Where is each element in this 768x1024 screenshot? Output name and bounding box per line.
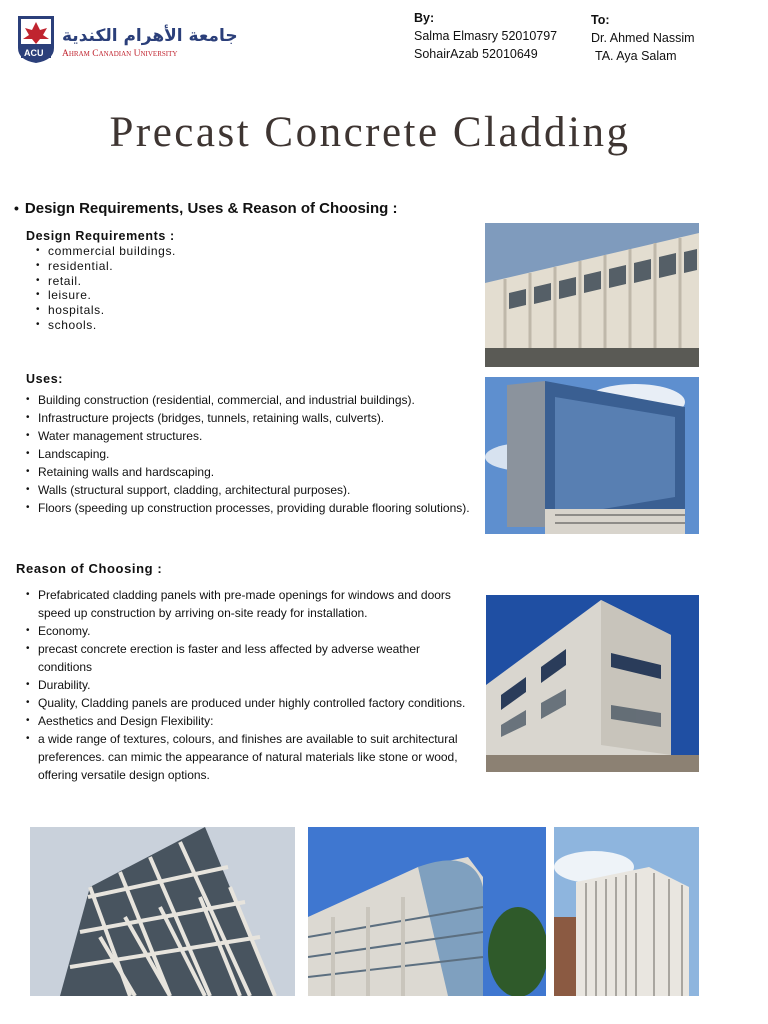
reason-heading: Reason of Choosing :: [16, 561, 163, 576]
recipient-line: Dr. Ahmed Nassim: [591, 31, 695, 45]
logo-badge-text: ACU: [24, 48, 44, 58]
list-item: • residential.: [36, 259, 176, 274]
logo-arabic-text: جامعة الأهرام الكندية: [62, 26, 238, 46]
list-item: • Retaining walls and hardscaping.: [26, 463, 471, 481]
list-item: • Durability.: [26, 676, 476, 694]
uses-heading: Uses:: [26, 372, 64, 386]
list-item: • hospitals.: [36, 303, 176, 318]
list-item: • Quality, Cladding panels are produced under highly controlled factory conditions.: [26, 694, 476, 712]
list-item: • commercial buildings.: [36, 244, 176, 259]
recipients-label: To:: [591, 13, 610, 27]
author-line: Salma Elmasry 52010797: [414, 29, 558, 43]
design-requirements-list: [36, 244, 176, 333]
page-title: Precast Concrete Cladding: [109, 109, 631, 156]
list-item: • Walls (structural support, cladding, architectural purposes).: [26, 481, 471, 499]
list-item: • Economy.: [26, 622, 476, 640]
photo-precast-panels: [486, 595, 699, 772]
list-item: • Infrastructure projects (bridges, tunnels, retaining walls, culverts).: [26, 409, 471, 427]
photo-diagrid-tower: [30, 827, 295, 996]
reason-list: [26, 586, 476, 784]
list-item: • Floors (speeding up construction processes, providing durable flooring solutions).: [26, 499, 471, 517]
list-item: • precast concrete erection is faster and less affected by adverse weather conditions: [26, 640, 476, 676]
section-heading: [14, 200, 397, 217]
section-heading-text: Design Requirements, Uses & Reason of Choosing :: [24, 200, 398, 217]
list-item: • Prefabricated cladding panels with pre-made openings for windows and doors speed up construction by arriving on-site ready for installation.: [26, 586, 476, 622]
list-item: • retail.: [36, 274, 176, 289]
logo-english-text: Ahram Canadian University: [62, 49, 178, 59]
list-item: • Landscaping.: [26, 445, 471, 463]
uses-list: [26, 391, 471, 517]
authors-label: By:: [414, 11, 435, 25]
list-item: • Building construction (residential, commercial, and industrial buildings).: [26, 391, 471, 409]
photo-curved-facade: [308, 827, 546, 996]
bullet-icon: •: [14, 200, 19, 216]
recipients-block: [591, 11, 695, 65]
list-item: • schools.: [36, 318, 176, 333]
recipient-line: TA. Aya Salam: [595, 49, 677, 63]
list-item: • Aesthetics and Design Flexibility:: [26, 712, 476, 730]
university-logo: [16, 14, 238, 66]
photo-grid-facade: [485, 223, 699, 367]
author-line: SohairAzab 52010649: [414, 47, 538, 61]
list-item: • Water management structures.: [26, 427, 471, 445]
list-item: • a wide range of textures, colours, and finishes are available to suit architectural preferences. can mimic the appearance of natural materials like stone or wood, offering versatile design options.: [26, 730, 476, 784]
photo-glass-tower: [485, 377, 699, 534]
list-item: • leisure.: [36, 288, 176, 303]
photo-vertical-fins: [554, 827, 699, 996]
design-requirements-heading: Design Requirements :: [26, 229, 175, 243]
authors-block: [414, 9, 557, 63]
